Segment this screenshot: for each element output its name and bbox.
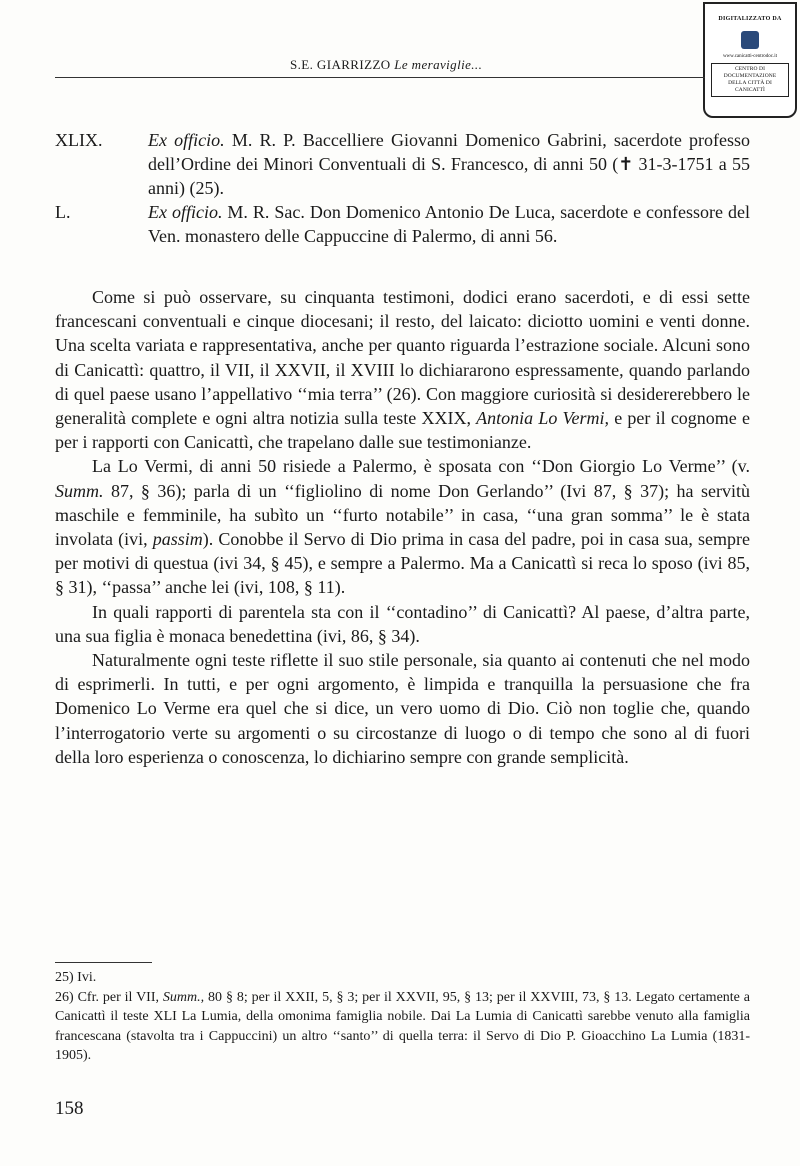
witness-name: Antonia Lo Vermi, — [476, 408, 610, 429]
paragraph: In quali rapporti di parentela sta con il ‘‘contadino’’ di Canicattì? Al paese, d’altra parte, una sua figlia è monaca benedettina (ivi, 86, § 34). — [55, 601, 750, 646]
witness-entry — [55, 128, 750, 200]
witness-text — [148, 128, 750, 200]
witness-description: M. R. Sac. Don Domenico Antonio De Luca, sacerdote e confessore del Ven. monastero delle Cappuccine di Palermo, di anni 56. — [148, 202, 750, 246]
footnote-26 — [55, 988, 750, 1066]
paragraph-text: ). Conobbe il Servo di Dio prima in casa del padre, poi in casa sua, sempre per motivi di questua (ivi 34, § 45), e sempre a Palermo. Ma a Canicattì si reca lo sposo (ivi 85, § 31), ‘‘passa’’ anche lei (ivi, 108, § 11). — [55, 529, 750, 598]
witness-entry — [55, 200, 750, 248]
stamp-line-2: DELLA CITTÀ DI CANICATTÌ — [728, 80, 772, 93]
paragraph-text: La Lo Vermi, di anni 50 risiede a Palermo, è sposata con ‘‘Don Giorgio Lo Verme’’ (v. — [92, 456, 750, 477]
witness-list — [55, 128, 750, 248]
witness-description: M. R. P. Baccelliere Giovanni Domenico Gabrini, sacerdote professo dell’Ordine dei Minori Conventuali di S. Francesco, di anni 50 (✝ 31-3-1751 a 55 anni) (25). — [148, 130, 750, 198]
running-head-author: S.E. GIARRIZZO — [290, 57, 391, 72]
witness-lead: Ex officio. — [148, 130, 225, 150]
passim-reference: passim — [152, 529, 203, 550]
paragraph-text: 87, § 36); parla di un ‘‘figliolino di nome Don Gerlando’’ (Ivi 87, § 37); ha servitù maschile e femminile, ha subìto un ‘‘furto notabile’’ in casa, ‘‘una gran somma’’ le è stata involata (ivi, — [55, 480, 750, 550]
stamp-url: www.canicatti-centrodoc.it — [722, 54, 778, 59]
stamp-line-1: CENTRO DI DOCUMENTAZIONE — [723, 66, 777, 79]
footnotes — [55, 968, 750, 1066]
paragraph-text: Come si può osservare, su cinquanta testimoni, dodici erano sacerdoti, e di essi sette francescani conventuali e cinque diocesani; il resto, del laicato: diciotto uomini e venti donne. Una scelta variata e rappresentativa, anche per quanto riguarda l’estrazione sociale. Alcuni sono di Canicattì: quattro, il VII, il XXVII, il XVIII lo dichiararono espressamente, quando parlando di quel paese usano l’appellativo ‘‘mia terra’’ (26). Con maggiore curiosità si desidererebbero le generalità complete e ogni altra notizia sulla teste XXIX, — [55, 287, 750, 429]
paragraph-text: e per il cognome e per i rapporti con Canicattì, che trapelano dalle sue testimonianze. — [55, 408, 750, 453]
paragraph — [55, 454, 750, 599]
running-head — [290, 57, 482, 73]
witness-number: L. — [55, 202, 71, 222]
witness-number: XLIX. — [55, 130, 103, 150]
paragraph: Naturalmente ogni teste riflette il suo stile personale, sia quanto ai contenuti che nel modo di esprimerli. In tutti, e per ogni argomento, è limpida e tranquilla la persuasione che fra Domenico Lo Verme era quel che si dice, un vero uomo di Dio. Ciò non toglie che, quando l’interrogatorio verte su argomenti o su circostanze di luogo o di tempo che sono al di fuori della loro esperienza o conoscenza, lo dichiarino sempre con grande semplicità. — [55, 650, 750, 767]
page-number: 158 — [55, 1098, 84, 1119]
footnote-text: 80 § 8; per il XXII, 5, § 3; per il XXVII, 95, § 13; per il XXVIII, 73, § 13. Legato certamente a Canicattì il teste XLI La Lumia, della omonima famiglia nobile. Dai La Lumia di Canicattì sarebbe venuto alla famiglia francescana (stavolta tra i Cappuccini) un altro ‘‘santo’’ di quella terra: il Servo di Dio P. Gioacchino La Lumia (1831-1905). — [55, 989, 751, 1063]
city-crest-icon — [741, 31, 759, 49]
digitization-stamp — [703, 2, 797, 118]
summ-reference: Summ. — [55, 480, 104, 501]
header-rule — [55, 77, 705, 78]
footnote-rule — [55, 962, 152, 963]
stamp-top-text: DIGITALIZZATO DA — [718, 16, 782, 22]
body-text — [55, 285, 750, 769]
stamp-box — [711, 63, 789, 97]
paragraph — [55, 285, 750, 454]
witness-text — [148, 200, 750, 248]
footnote-text: 26) Cfr. per il VII, — [55, 989, 163, 1005]
footnote-25: 25) Ivi. — [55, 970, 97, 985]
summ-reference: Summ., — [162, 989, 205, 1005]
running-head-title: Le meraviglie... — [394, 57, 483, 72]
witness-lead: Ex officio. — [148, 202, 223, 222]
